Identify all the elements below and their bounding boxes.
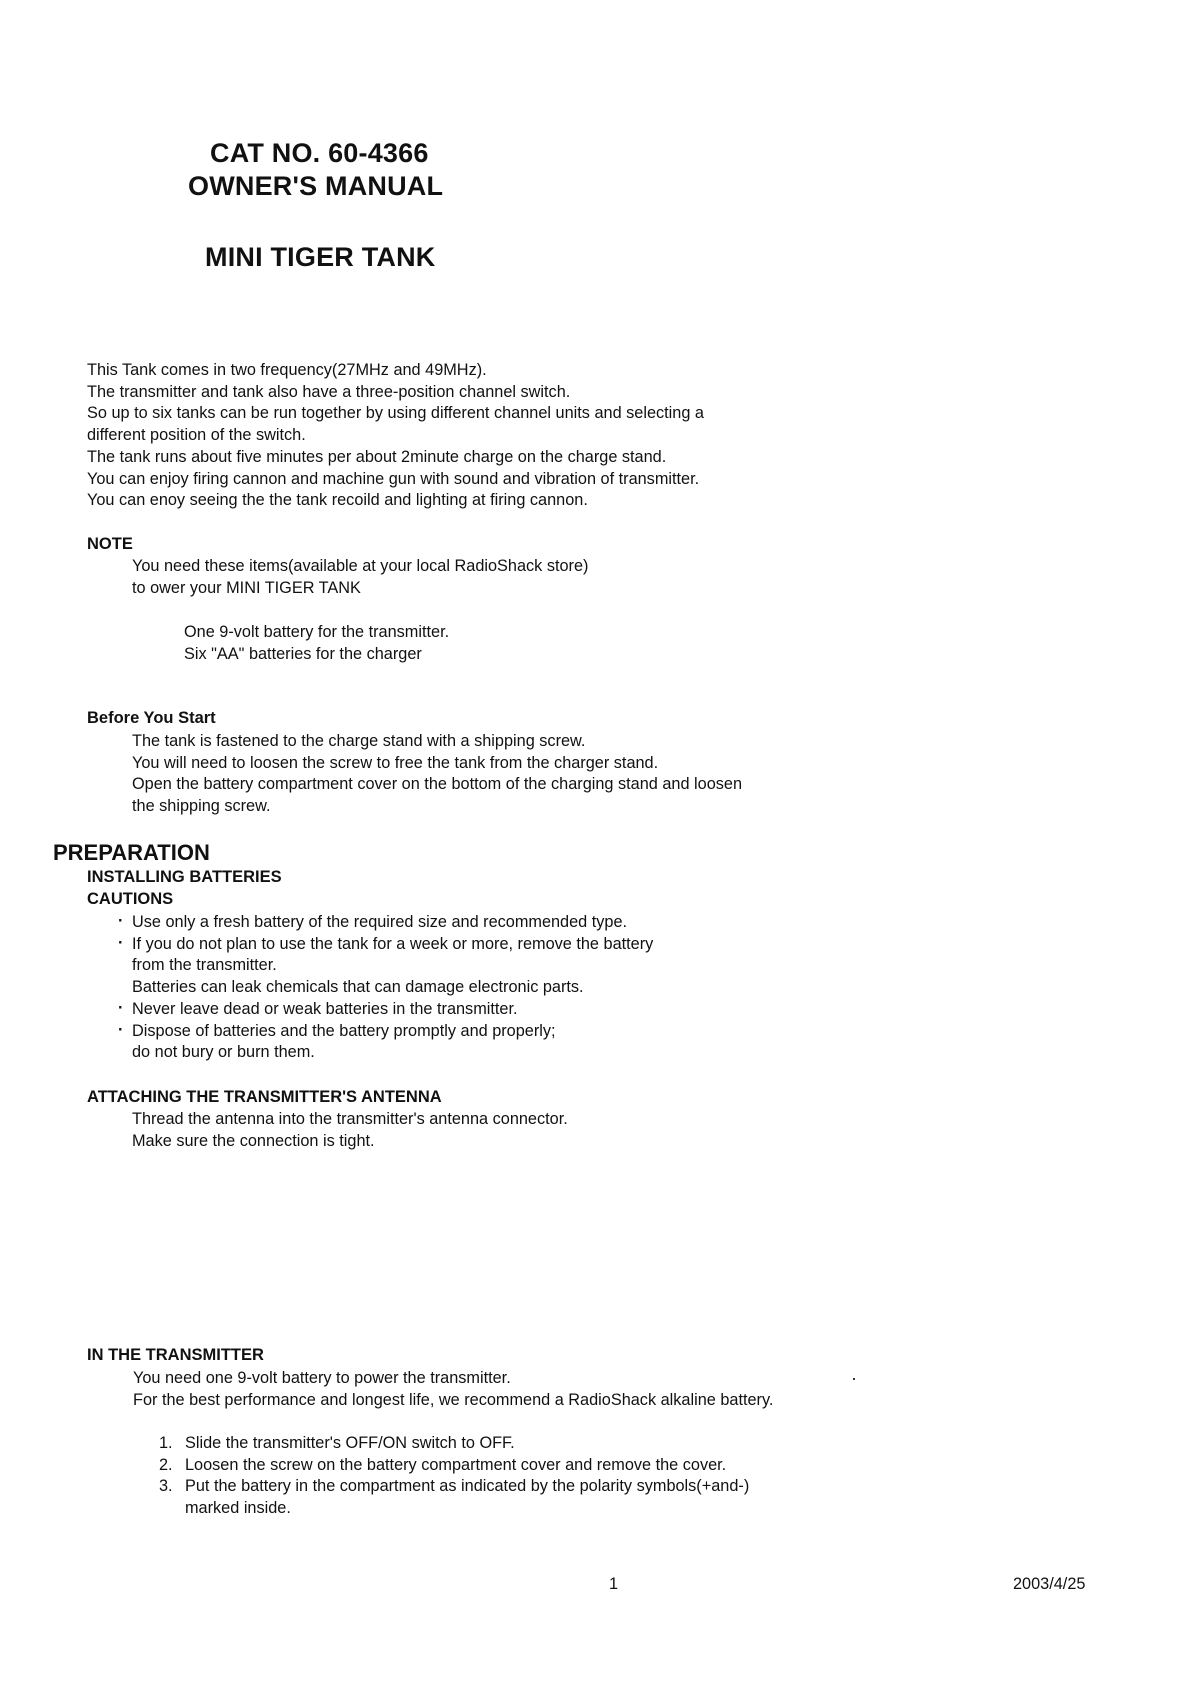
step-text: Slide the transmitter's OFF/ON switch to OFF. — [185, 1434, 515, 1452]
step-text: marked inside. — [185, 1499, 291, 1518]
antenna-text — [132, 1109, 568, 1152]
before-start-text — [132, 731, 742, 818]
before-start-line: the shipping screw. — [132, 797, 271, 816]
intro-line: This Tank comes in two frequency(27MHz and 49MHz). — [87, 361, 487, 379]
antenna-line: Thread the antenna into the transmitter's antenna connector. — [132, 1110, 568, 1128]
before-start-heading: Before You Start — [87, 709, 216, 727]
transmitter-text — [133, 1368, 773, 1411]
caution-item: · Never leave dead or weak batteries in the transmitter. — [118, 999, 653, 1021]
installing-batteries-heading: INSTALLING BATTERIES — [87, 868, 282, 886]
step-number: 2. — [159, 1455, 173, 1474]
note-line: to ower your MINI TIGER TANK — [132, 578, 361, 597]
before-start-line: Open the battery compartment cover on the bottom of the charging stand and loosen — [132, 775, 743, 794]
intro-line: So up to six tanks can be run together by using different channel units and selecting a — [87, 404, 704, 423]
intro-line: The tank runs about five minutes per about 2minute charge on the charge stand. — [87, 447, 667, 466]
caution-item: · Use only a fresh battery of the required size and recommended type. — [118, 912, 653, 934]
step-number: 3. — [159, 1477, 173, 1496]
preparation-heading: PREPARATION — [53, 840, 210, 865]
caution-item: · If you do not plan to use the tank for a week or more, remove the battery — [118, 934, 653, 956]
step-text: Loosen the screw on the battery compartment cover and remove the cover. — [185, 1455, 727, 1474]
note-item: Six "AA" batteries for the charger — [184, 644, 422, 663]
step-item — [159, 1476, 749, 1498]
transmitter-line: For the best performance and longest life, we recommend a RadioShack alkaline battery. — [133, 1390, 774, 1409]
step-item — [159, 1433, 749, 1455]
page-number: 1 — [609, 1575, 619, 1593]
note-heading: NOTE — [87, 535, 133, 553]
transmitter-steps — [159, 1433, 749, 1520]
caution-item: · Dispose of batteries and the battery promptly and properly; — [118, 1021, 653, 1043]
intro-line: different position of the switch. — [87, 426, 306, 445]
caution-continuation: do not bury or burn them. — [132, 1043, 315, 1062]
transmitter-line: You need one 9-volt battery to power the transmitter. — [133, 1369, 511, 1387]
caution-continuation: Batteries can leak chemicals that can damage electronic parts. — [132, 978, 584, 997]
intro-line: You can enjoy firing cannon and machine gun with sound and vibration of transmitter. — [87, 469, 700, 488]
caution-continuation: from the transmitter. — [132, 956, 277, 975]
cautions-list — [118, 912, 653, 1064]
before-start-line: You will need to loosen the screw to free the tank from the charger stand. — [132, 753, 659, 772]
note-text — [132, 556, 588, 599]
step-continuation — [159, 1498, 749, 1520]
step-text: Put the battery in the compartment as indicated by the polarity symbols(+and-) — [185, 1477, 750, 1496]
step-number: 1. — [159, 1434, 173, 1452]
note-item: One 9-volt battery for the transmitter. — [184, 623, 450, 641]
before-start-line: The tank is fastened to the charge stand with a shipping screw. — [132, 732, 586, 750]
antenna-line: Make sure the connection is tight. — [132, 1131, 375, 1150]
product-title: MINI TIGER TANK — [205, 242, 436, 272]
intro-line: You can enoy seeing the the tank recoild and lighting at firing cannon. — [87, 491, 588, 510]
note-items — [184, 622, 449, 665]
intro-paragraph — [87, 360, 704, 512]
decorative-dot — [853, 1378, 855, 1380]
cat-number: CAT NO. 60-4366 — [210, 138, 429, 168]
antenna-heading: ATTACHING THE TRANSMITTER'S ANTENNA — [87, 1088, 442, 1106]
manual-title: OWNER'S MANUAL — [188, 171, 444, 201]
document-date: 2003/4/25 — [1013, 1575, 1086, 1593]
note-line: You need these items(available at your local RadioShack store) — [132, 557, 589, 575]
step-item — [159, 1455, 749, 1477]
cautions-heading: CAUTIONS — [87, 890, 174, 908]
transmitter-heading: IN THE TRANSMITTER — [87, 1346, 264, 1364]
intro-line: The transmitter and tank also have a three-position channel switch. — [87, 382, 571, 401]
